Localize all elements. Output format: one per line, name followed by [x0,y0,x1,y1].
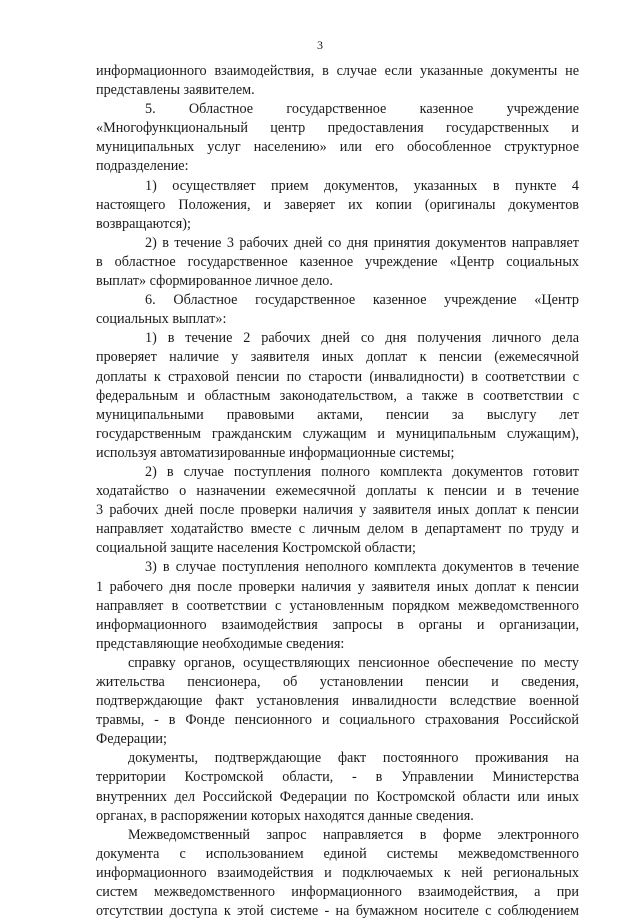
text-line: 2) в случае поступления полного комплекта документов готовит [145,463,579,480]
text-line: органах, в распоряжении которых находятся данные сведения. [96,807,474,824]
text-line: документа с использованием единой системы межведомственного [96,845,579,862]
text-line: жительства пенсионера, об установлении пенсии и сведения, [96,674,579,690]
text-line: травмы, - в Фонде пенсионного и социального страхования Российской [96,712,579,729]
text-line: 6. Областное государственное казенное учреждение «Центр [145,292,579,309]
text-line: 5. Областное государственное казенное учреждение [145,101,579,118]
page-number: 3 [317,38,323,52]
text-line: доплаты к страховой пенсии по старости (инвалидности) в соответствии с [96,368,579,385]
document-body [96,62,579,921]
text-line: территории Костромской области, - в Управлении Министерства [96,769,579,786]
text-line: справку органов, осуществляющих пенсионное обеспечение по месту [128,654,579,671]
text-line: представлены заявителем. [96,82,255,99]
text-line: Федерации; [96,731,167,748]
text-line: «Многофункциональный центр предоставления государственных и [96,120,579,137]
text-line: информационного взаимодействия запросы в органы и организации, [96,616,579,633]
text-line: Межведомственный запрос направляется в форме электронного [128,826,579,843]
text-line: федеральным и областным законодательством, а также в соответствии с [96,387,579,404]
text-line: используя автоматизированные информационные системы; [96,444,455,461]
text-line: направляет в соответствии с установленным порядком межведомственного [96,597,579,614]
text-line: возвращаются); [96,215,191,232]
text-line: муниципальными правовыми актами, пенсии за выслугу лет [96,406,579,423]
text-line: проверяет наличие у заявителя иных доплат к пенсии (ежемесячной [96,349,579,366]
text-line: направляет ходатайство вместе с личным делом в департамент по труду и [96,521,579,538]
text-line: подразделение: [96,158,189,175]
text-line: информационного взаимодействия, в случае если указанные документы не [96,63,579,79]
text-line: социальной защите населения Костромской области; [96,540,416,557]
text-line: подтверждающие факт установления инвалидности вследствие военной [96,693,579,710]
text-line: документы, подтверждающие факт постоянного проживания на [128,750,579,767]
text-line: информационного взаимодействия и подключаемых к ней региональных [96,864,579,881]
text-line: 1) осуществляет прием документов, указанных в пункте 4 [145,177,579,194]
text-line: в областное государственное казенное учреждение «Центр социальных [96,253,579,270]
text-line: внутренних дел Российской Федерации по Костромской области или иных [96,788,579,805]
text-line: муниципальных услуг населению» или его обособленное структурное [96,139,579,156]
text-line: 3 рабочих дней после проверки наличия у заявителя иных доплат к пенсии [96,502,579,519]
text-line: 3) в случае поступления неполного комплекта документов в течение [145,559,579,576]
text-line: выплат» сформированное личное дело. [96,273,333,290]
text-line: 1 рабочего дня после проверки наличия у заявителя иных доплат к пенсии [96,578,579,595]
text-line: настоящего Положения, и заверяет их копии (оригиналы документов [96,196,579,213]
text-line: ходатайство о назначении ежемесячной доплаты к пенсии и в течение [96,483,579,500]
text-line: 1) в течение 2 рабочих дней со дня получения личного дела [145,330,579,347]
text-line: представляющие необходимые сведения: [96,635,345,652]
text-line: 2) в течение 3 рабочих дней со дня принятия документов направляет [145,234,579,251]
text-line: социальных выплат»: [96,311,227,328]
text-line: государственным гражданским служащим и муниципальным служащим), [96,425,579,442]
text-line: систем межведомственного информационного взаимодействия, а при [96,884,579,901]
text-line: отсутствии доступа к этой системе - на бумажном носителе с соблюдением [96,903,579,920]
